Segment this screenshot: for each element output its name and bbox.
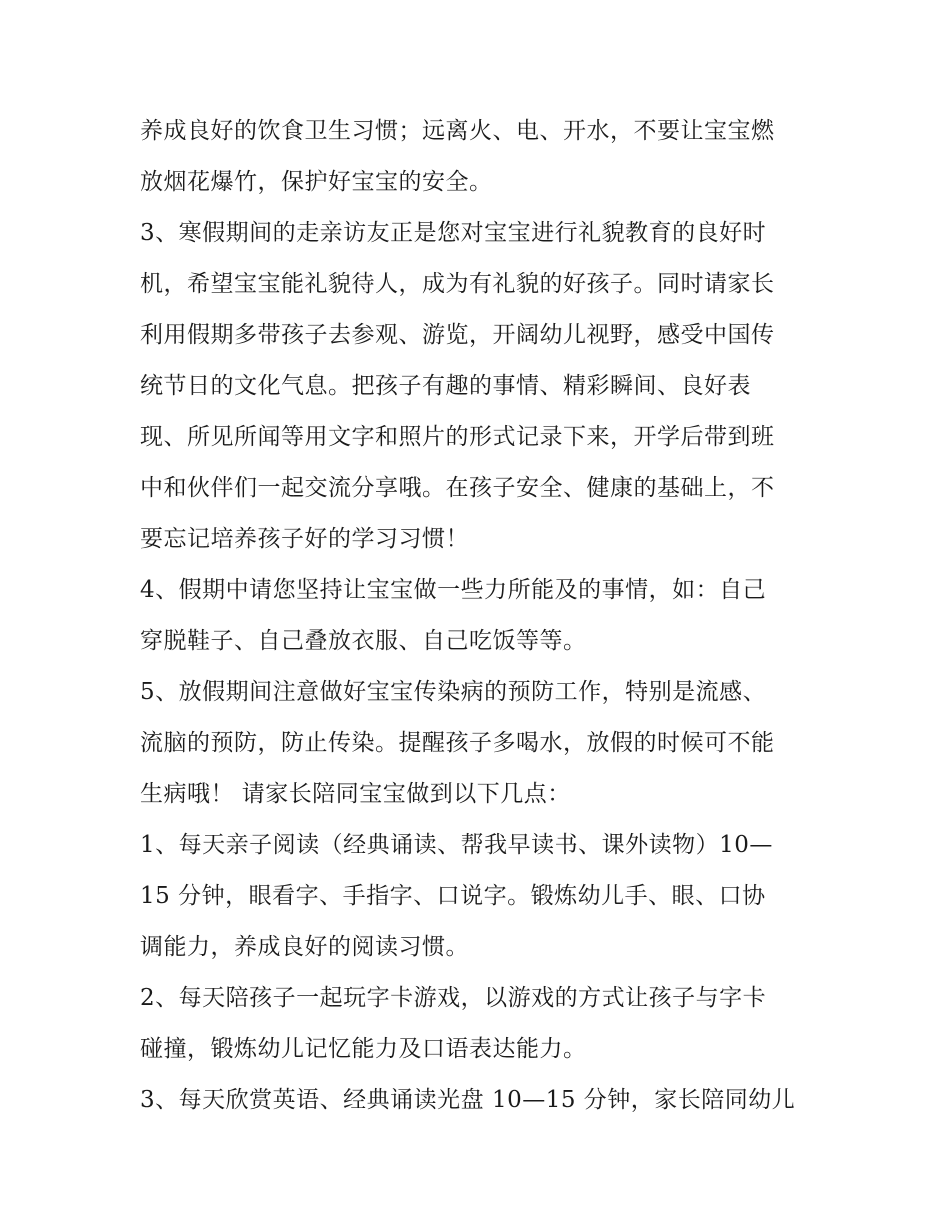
text-line: 1、每天亲子阅读（经典诵读、帮我早读书、课外读物）10—	[140, 832, 773, 858]
text-line: 生病哦！ 请家长陪同宝宝做到以下几点：	[140, 781, 571, 807]
text-line: 统节日的文化气息。把孩子有趣的事情、精彩瞬间、良好表	[140, 373, 751, 399]
text-line: 流脑的预防，防止传染。提醒孩子多喝水，放假的时候可不能	[140, 730, 775, 756]
text-line: 5、放假期间注意做好宝宝传染病的预防工作，特别是流感、	[140, 679, 767, 705]
text-line: 要忘记培养孩子好的学习习惯！	[140, 526, 469, 552]
text-line: 养成良好的饮食卫生习惯；远离火、电、开水，不要让宝宝燃	[140, 118, 775, 144]
text-line: 15 分钟，眼看字、手指字、口说字。锻炼幼儿手、眼、口协	[140, 883, 766, 909]
text-line: 穿脱鞋子、自己叠放衣服、自己吃饭等等。	[140, 628, 587, 654]
text-line: 放烟花爆竹，保护好宝宝的安全。	[140, 169, 493, 195]
text-line: 利用假期多带孩子去参观、游览，开阔幼儿视野，感受中国传	[140, 322, 775, 348]
text-line: 机，希望宝宝能礼貌待人，成为有礼貌的好孩子。同时请家长	[140, 271, 775, 297]
text-line: 调能力，养成良好的阅读习惯。	[140, 934, 469, 960]
text-line: 3、每天欣赏英语、经典诵读光盘 10—15 分钟，家长陪同幼儿	[140, 1087, 796, 1113]
text-line: 3、寒假期间的走亲访友正是您对宝宝进行礼貌教育的良好时	[140, 220, 767, 246]
text-line: 碰撞，锻炼幼儿记忆能力及口语表达能力。	[140, 1036, 587, 1062]
text-line: 现、所见所闻等用文字和照片的形式记录下来，开学后带到班	[140, 424, 775, 450]
document-text-block	[140, 106, 820, 1126]
text-line: 2、每天陪孩子一起玩字卡游戏，以游戏的方式让孩子与字卡	[140, 985, 767, 1011]
text-line: 4、假期中请您坚持让宝宝做一些力所能及的事情，如：自己	[140, 577, 767, 603]
text-line: 中和伙伴们一起交流分享哦。在孩子安全、健康的基础上，不	[140, 475, 775, 501]
